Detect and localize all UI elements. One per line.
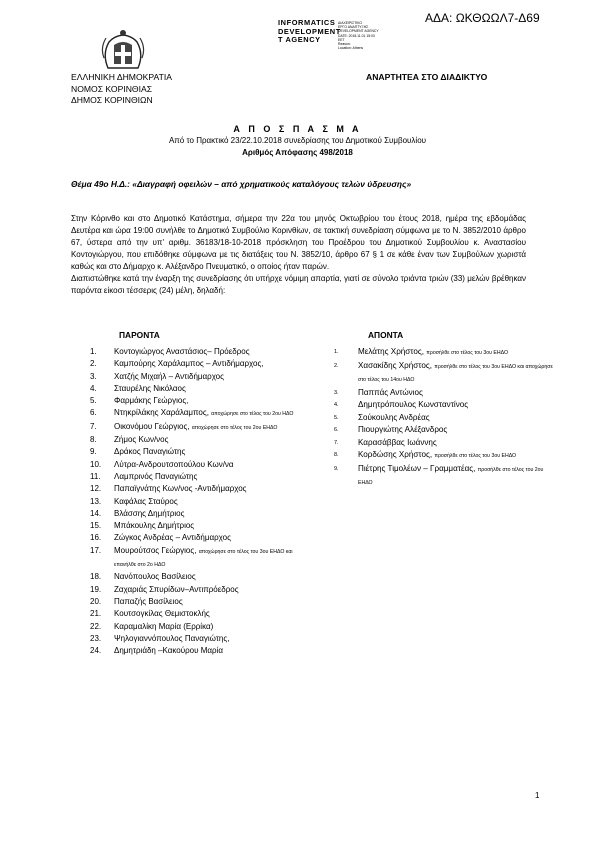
body-paragraph: Στην Κόρινθο και στο Δημοτικό Κατάστημα, σήμερα την 22α του μηνός Οκτωβρίου του έτους 2018, ημέρα της εβδομάδας Δευτέρα και ώρα 19:00 συνήλθε το Δημοτικό Συμβούλιο Κορινθίων, σε τακτική συνεδρίαση σύμφωνα με το Ν. 3852/2010 άρθρο 67, ύστερα από την υπ' αριθμ. 36183/18-10-2018 πρόσκληση του Προέδρου του Δημοτικού Συμβουλίου κ. Αναστασίου Κοντογιώργου, που επιδόθηκε σύμφωνα με τις διατάξεις του Ν. 3852/10, άρθρο 67 § 1 σε κάθε έναν των Συμβούλων χωριστά καθώς και στο Δήμαρχο κ. Αλέξανδρο Πνευματικό, ο οποίος ήταν παρών. — [71, 214, 526, 271]
member-number: 21. — [90, 609, 102, 619]
member-name: Σταυρέλης Νικόλαος — [114, 383, 186, 393]
member-number: 3. — [90, 371, 97, 381]
member-number: 20. — [90, 596, 102, 606]
member-number: 17. — [90, 545, 102, 555]
member-number: 3. — [334, 389, 339, 396]
member-name: Σούκουλης Ανδρέας — [358, 412, 430, 422]
member-number: 8. — [90, 435, 97, 445]
member-item — [90, 571, 310, 583]
agency-line-1: INFORMATICS — [278, 18, 336, 27]
member-item — [334, 437, 554, 450]
member-name: Λαμπρινός Παναγιώτης — [114, 471, 198, 481]
member-number: 24. — [90, 646, 102, 656]
member-item — [90, 496, 310, 508]
member-number: 22. — [90, 621, 102, 631]
present-heading: ΠΑΡΟΝΤΑ — [119, 330, 160, 340]
member-note: προσήλθε στο τέλος του 2ου ΕΗΔΟ — [358, 466, 544, 486]
member-name: Δράκος Παναγιώτης — [114, 447, 186, 457]
subject-line: Θέμα 49ο Η.Δ.: «Διαγραφή οφειλών – από χρηματικούς καταλόγους τελών ύδρευσης» — [71, 179, 412, 189]
present-members-list — [90, 346, 310, 657]
member-number: 7. — [334, 439, 339, 446]
member-number: 1. — [90, 347, 97, 356]
member-name: Μπάκουλης Δημήτριος — [114, 521, 195, 531]
member-number: 10. — [90, 459, 102, 469]
member-name: Χασακίδης Χρήστος, — [358, 360, 432, 370]
greek-coat-of-arms-emblem — [100, 28, 146, 72]
minutes-reference: Από το Πρακτικό 23/22.10.2018 συνεδρίασης του Δημοτικού Συμβουλίου — [168, 136, 427, 145]
member-number: 23. — [90, 633, 102, 643]
member-number: 9. — [334, 465, 339, 472]
member-item — [90, 421, 310, 434]
member-number: 18. — [90, 572, 102, 582]
member-note: αποχώρησε στο τέλος του 2ου ΕΗΔΟ — [191, 424, 278, 431]
member-number: 13. — [90, 496, 102, 506]
header-prefecture: ΝΟΜΟΣ ΚΟΡΙΝΘΙΑΣ — [71, 83, 153, 94]
member-number: 5. — [334, 414, 339, 421]
member-item — [334, 387, 554, 400]
member-item — [90, 520, 310, 532]
decision-number: Αριθμός Απόφασης 498/2018 — [242, 148, 353, 157]
member-name: Δημητριάδη –Κακούρου Μαρία — [114, 646, 223, 656]
member-name: Παπαϊγνάτης Κων/νος -Αντιδήμαρχος — [114, 484, 247, 494]
member-name: Βλάσσης Δημήτριος — [114, 508, 185, 518]
member-name: Κοντογιώργος Αναστάσιος– Πρόεδρος — [114, 347, 250, 356]
absent-heading: ΑΠΟΝΤΑ — [368, 330, 404, 340]
member-item — [90, 645, 310, 657]
member-number: 5. — [90, 396, 97, 406]
member-item — [90, 471, 310, 483]
member-number: 16. — [90, 533, 102, 543]
member-name: Ντηκρίλάκης Χαράλαμπος, — [114, 408, 209, 418]
agency-line-3: T AGENCY — [278, 35, 321, 45]
member-item — [90, 383, 310, 395]
member-number: 12. — [90, 484, 102, 494]
member-item — [90, 532, 310, 544]
member-item — [90, 508, 310, 520]
member-number: 8. — [334, 452, 339, 458]
member-name: Ζήμος Κων/νος — [114, 435, 169, 445]
member-item — [90, 621, 310, 633]
member-item — [90, 633, 310, 645]
member-item — [90, 584, 310, 596]
member-item — [90, 596, 310, 608]
member-name: Πιουργιώτης Αλέξανδρος — [358, 425, 448, 434]
agency-line-2: DEVELOPMENT — [278, 26, 341, 36]
header-country: ΕΛΛΗΝΙΚΗ ΔΗΜΟΚΡΑΤΙΑ — [71, 72, 172, 82]
body-paragraph: Διαπιστώθηκε κατά την έναρξη της συνεδρίασης ότι υπήρχε νόμιμη απαρτία, γιατί σε σύνολο τριάντα τριών (33) μελών βρέθηκαν παρόντα είκοσι τέσσερις (24) μέλη, δηλαδή: — [71, 274, 526, 295]
member-item — [334, 399, 554, 412]
member-name: Μελάτης Χρήστος, — [358, 347, 425, 356]
member-item — [90, 483, 310, 495]
member-name: Κουτσογκίλας Θεμιστοκλής — [114, 609, 210, 619]
member-item — [90, 545, 310, 572]
body-text — [71, 213, 526, 297]
member-number: 6. — [334, 427, 339, 433]
member-item — [90, 459, 310, 471]
member-item — [90, 608, 310, 620]
member-number: 4. — [334, 402, 339, 408]
member-number: 6. — [90, 408, 97, 418]
member-name: Μουρούτσος Γεώργιος, — [114, 545, 197, 555]
member-note: προσήλθε στο τέλος του 3ου ΕΗΔΟ — [426, 350, 509, 356]
ada-code: ΑΔΑ: ΩΚΘΩΩΛ7-Δ69 — [425, 11, 540, 25]
member-number: 2. — [334, 362, 339, 369]
agency-signature-label — [278, 19, 341, 45]
member-name: Καρασάββας Ιωάννης — [358, 437, 437, 447]
member-item — [90, 346, 310, 358]
member-name: Ζαχαριάς Σπυρίδων–Αντιπρόεδρος — [114, 584, 239, 594]
member-name: Ψηλογιαννόπουλος Παναγιώτης, — [114, 633, 230, 643]
member-name: Νανόπουλος Βασίλειος — [114, 572, 196, 582]
member-name: Παππάς Αντώνιος — [358, 387, 423, 397]
member-name: Καφάλας Σταύρος — [114, 496, 178, 506]
digital-signature-details: ΔΙΑΧΕΙΡΙΣΤΙΚΟ ΕΡΓΟ ΑΝΑΠΤΥΞΗΣ DEVELOPMENT AGENCY DATE: 2018.11.01 15:03 EET Reason: Location: Athens — [338, 21, 379, 51]
member-item — [334, 424, 554, 437]
member-item — [90, 446, 310, 458]
member-name: Χατζής Μιχαήλ – Αντιδήμαρχος — [114, 371, 224, 381]
member-number: 14. — [90, 508, 102, 518]
absent-members-list — [334, 346, 554, 490]
posting-notice: ΑΝΑΡΤΗΤΕΑ ΣΤΟ ΔΙΑΔΙΚΤΥΟ — [366, 72, 488, 82]
member-item — [334, 360, 554, 387]
member-number: 9. — [90, 447, 97, 457]
member-item — [90, 407, 310, 420]
member-number: 19. — [90, 584, 102, 594]
member-name: Πιέτρης Τιμολέων – Γραμματέας, — [358, 463, 476, 473]
member-item — [334, 346, 554, 360]
member-number: 11. — [90, 471, 101, 481]
member-note: αποχώρησε στο τέλος του 2ου ΗΔΟ — [211, 411, 294, 418]
member-name: Λύτρα-Ανδρουτσοπούλου Κων/να — [114, 459, 234, 469]
issuing-authority — [71, 72, 172, 107]
member-item — [90, 434, 310, 446]
page-number: 1 — [535, 791, 540, 800]
member-item — [334, 463, 554, 490]
member-number: 1. — [334, 349, 339, 355]
header-municipality: ΔΗΜΟΣ ΚΟΡΙΝΘΙΩΝ — [71, 95, 153, 106]
member-name: Ζώγκος Ανδρέας – Αντιδήμαρχος — [114, 533, 231, 543]
member-item — [334, 449, 554, 463]
member-name: Οικονόμου Γεώργιος, — [114, 421, 190, 431]
member-item — [334, 412, 554, 425]
member-name: Δημητρόπουλος Κωνσταντίνος — [358, 400, 469, 409]
member-name: Καμπούρης Χαράλαμπος – Αντιδήμαρχος, — [114, 359, 264, 369]
member-name: Κορδώσης Χρήστος, — [358, 450, 433, 459]
member-item — [90, 395, 310, 407]
member-note: προσήλθε στο τέλος του 3ου ΕΗΔΟ και αποχώρησε στο τέλος του 14ου ΗΔΟ — [358, 363, 553, 383]
member-number: 15. — [90, 521, 102, 531]
document-title: Α Π Ο Σ Π Α Σ Μ Α — [233, 124, 362, 134]
member-note: προσήλθε στο τέλος του 3ου ΕΗΔΟ — [434, 453, 517, 459]
member-number: 4. — [90, 383, 97, 393]
member-name: Καραμαλίκη Μαρία (Ερρίκα) — [114, 621, 214, 631]
member-number: 7. — [90, 421, 97, 431]
member-number: 2. — [90, 359, 97, 369]
member-name: Φαρμάκης Γεώργιος, — [114, 396, 189, 406]
member-item — [90, 371, 310, 383]
member-item — [90, 358, 310, 370]
member-note: αποχώρησε στο τέλος του 3ου ΕΗΔΟ και επανήλθε στο 2ο ΗΔΟ — [114, 548, 293, 569]
member-name: Παπαζής Βασίλειος — [114, 596, 183, 606]
